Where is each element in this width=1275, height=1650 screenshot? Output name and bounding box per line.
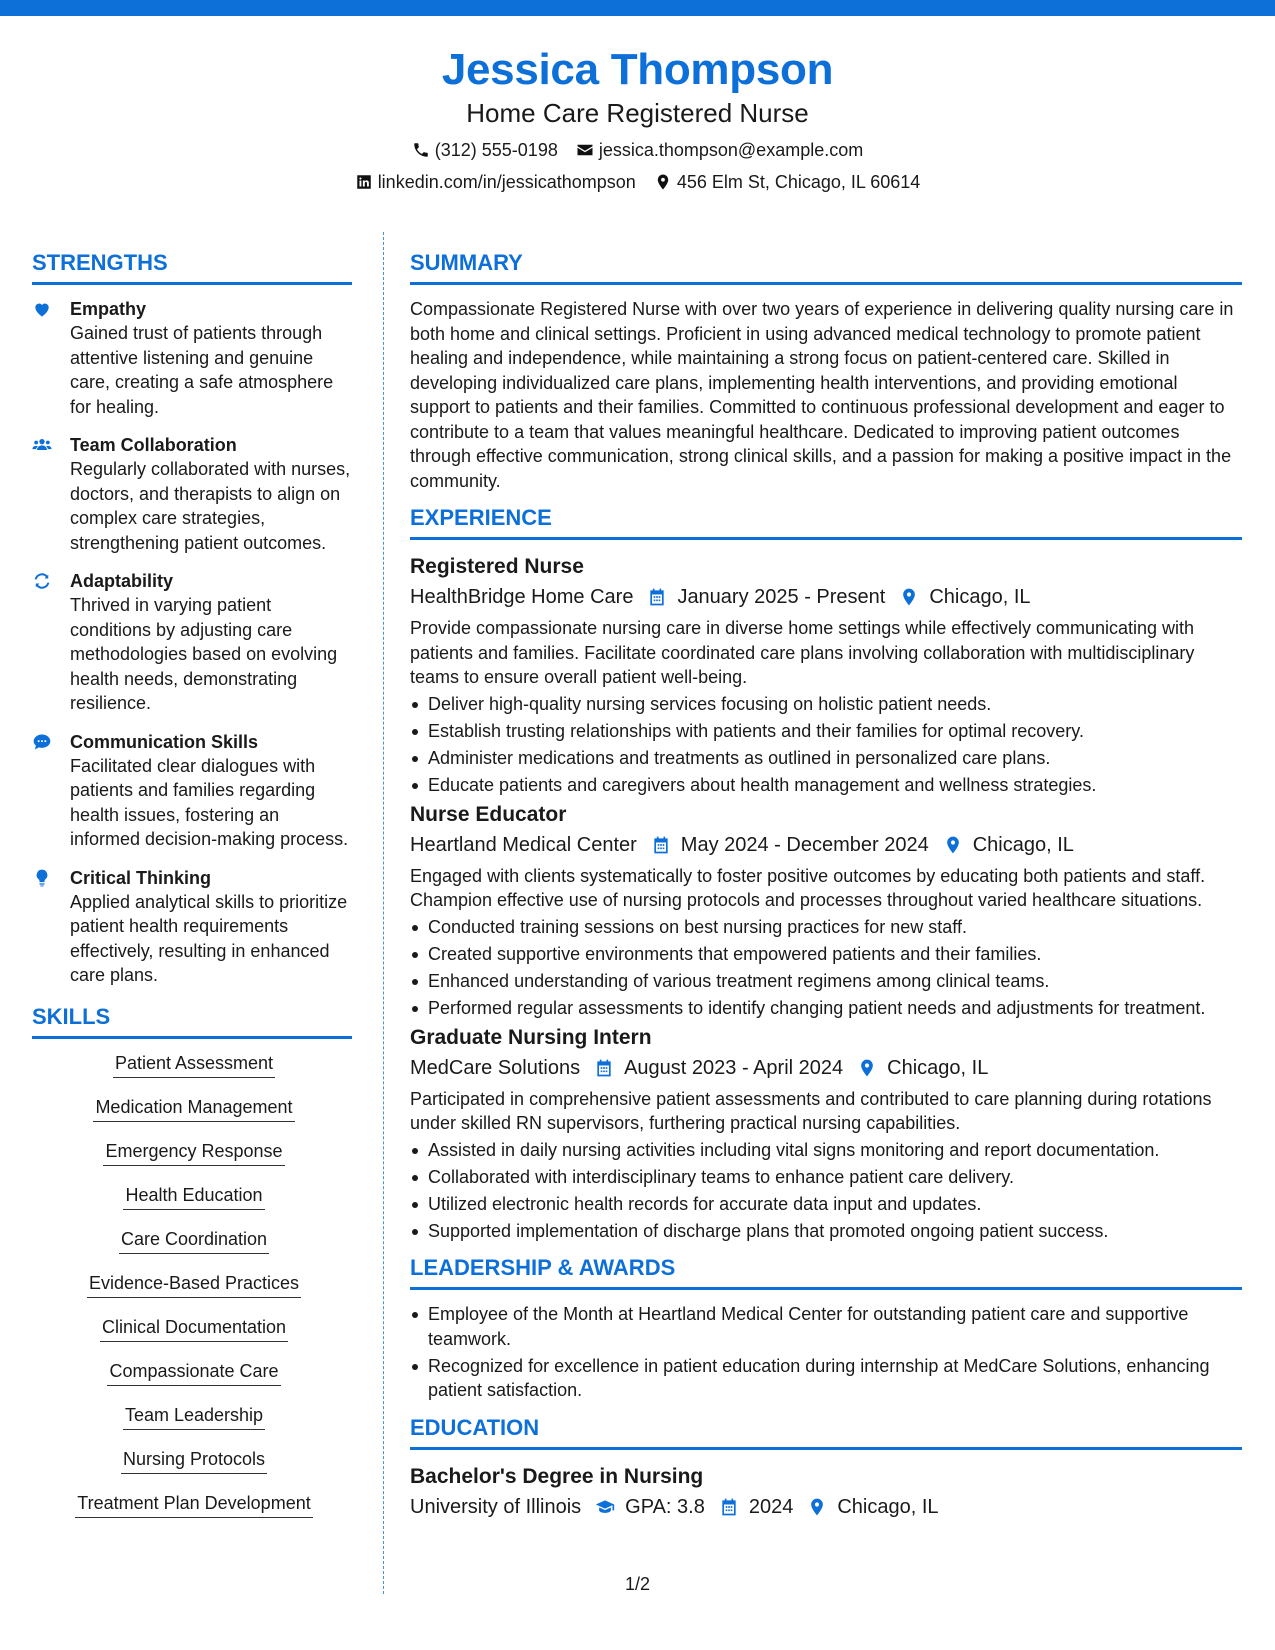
users-icon [32,435,52,455]
linkedin-icon [355,173,373,191]
summary-section [410,248,1242,493]
calendar-icon [594,1058,614,1078]
job-dates: January 2025 - Present [677,586,886,608]
list-item: Performed regular assessments to identify changing patient needs and adjustments for treatment. [410,996,1242,1021]
skill-tag: Team Leadership [123,1403,265,1430]
list-item: Employee of the Month at Heartland Medical Center for outstanding patient care and supportive teamwork. [410,1302,1242,1351]
job-title: Nurse Educator [410,802,567,826]
skill-tag: Evidence-Based Practices [87,1271,301,1298]
strength-desc: Facilitated clear dialogues with patients and families regarding health issues, fostering an informed decision-making process. [70,755,349,849]
resume-header [0,44,1275,194]
gpa-text: GPA: 3.8 [625,1495,705,1518]
page-number: 1/2 [624,1574,651,1594]
calendar-icon [719,1497,739,1517]
strength-item [32,297,352,419]
skills-heading: SKILLS [32,1002,352,1039]
job-dates: August 2023 - April 2024 [624,1056,844,1079]
strength-desc: Applied analytical skills to prioritize patient health requirements effectively, resulting in enhanced care plans. [70,891,348,985]
skills-list [32,1051,352,1535]
strength-desc: Thrived in varying patient conditions by adjusting care methodologies based on evolving health needs, demonstrating resilience. [70,595,338,713]
leadership-heading: LEADERSHIP & AWARDS [410,1253,1242,1290]
strength-desc: Regularly collaborated with nurses, doctors, and therapists to align on complex care strategies, strengthening patient outcomes. [70,459,351,553]
list-item: Enhanced understanding of various treatment regimens among clinical teams. [410,969,1242,994]
map-pin-icon [899,587,919,607]
list-item: Assisted in daily nursing activities including vital signs monitoring and report documentation. [410,1138,1242,1163]
strength-title: Adaptability [70,571,174,591]
contact-row-1 [0,138,1275,162]
envelope-icon [576,141,594,159]
strength-title: Empathy [70,299,147,319]
column-divider [383,232,384,1594]
education-location: Chicago, IL [837,1495,939,1518]
job-meta [410,1053,1242,1083]
phone-text: (312) 555-0198 [434,140,558,160]
phone-icon [412,141,430,159]
job-location: Chicago, IL [887,1056,989,1079]
list-item: Supported implementation of discharge plans that promoted ongoing patient success. [410,1219,1242,1244]
map-pin-icon [943,835,963,855]
strength-title: Communication Skills [70,731,259,752]
job-location: Chicago, IL [929,586,1031,608]
skill-tag: Care Coordination [119,1227,269,1254]
strength-item [32,433,352,555]
map-pin-icon [654,173,672,191]
list-item: Utilized electronic health records for accurate data input and updates. [410,1192,1242,1217]
skill-tag: Clinical Documentation [100,1315,288,1342]
skill-tag: Treatment Plan Development [75,1491,312,1518]
calendar-icon [647,587,667,607]
strength-item [32,866,352,988]
job-entry [410,800,1242,1021]
contact-phone [412,138,558,162]
right-column [410,248,1242,1532]
contact-linkedin[interactable] [355,170,636,194]
list-item: Collaborated with interdisciplinary teams to enhance patient care delivery. [410,1165,1242,1190]
strength-desc: Gained trust of patients through attentive listening and genuine care, creating a safe atmosphere for healing. [70,323,334,417]
job-title: Graduate Nursing Intern [410,1025,652,1049]
graduation-cap-icon [595,1497,615,1517]
contact-row-2 [0,170,1275,194]
job-bullets [410,1138,1242,1244]
job-description: Provide compassionate nursing care in diverse home settings while effectively communicating with patients and families. Facilitate coordinated care plans involving collaboration with multidisciplinary teams to ensure overall patient well-being. [410,618,1195,687]
skill-tag: Medication Management [93,1095,294,1122]
sync-icon [32,571,52,591]
left-column [32,248,352,1535]
heart-icon [32,299,52,319]
job-location: Chicago, IL [972,833,1074,856]
top-accent-bar [0,0,1275,16]
skill-tag: Nursing Protocols [121,1447,267,1474]
leadership-section [410,1253,1242,1403]
job-dates: May 2024 - December 2024 [680,833,929,856]
email-text[interactable]: jessica.thompson@example.com [598,140,864,160]
job-title: Registered Nurse [410,555,584,578]
education-section [410,1413,1242,1522]
summary-text: Compassionate Registered Nurse with over two years of experience in delivering quality nursing care in both home and clinical settings. Proficient in using advanced medical technology to promote patient healing and independence, while maintaining a strong focus on patient-centered care. Skilled in developing individualized care plans, implementing health interventions, and providing emotional support to patients and their families. Committed to continuous professional development and eager to contribute to a team that values meaningful healthcare. Dedicated to improving patient outcomes through effective communication, strong clinical skills, and a passion for making a positive impact in the community. [410,299,1234,491]
job-bullets [410,915,1242,1021]
job-description: Engaged with clients systematically to foster positive outcomes by educating both patients and staff. Champion effective use of nursing protocols and processes throughout varied healthcare situations. [410,865,1206,910]
degree-title: Bachelor's Degree in Nursing [410,1464,704,1488]
skill-tag: Compassionate Care [107,1359,280,1386]
job-meta [410,830,1242,860]
list-item: Administer medications and treatments as outlined in personalized care plans. [410,746,1242,771]
skill-tag: Emergency Response [103,1139,284,1166]
map-pin-icon [807,1497,827,1517]
contact-email[interactable] [576,138,863,162]
graduation-year: 2024 [748,1495,794,1518]
job-description: Participated in comprehensive patient assessments and contributed to care planning during rotations under skilled RN supervisors, furthering practical nursing capabilities. [410,1088,1212,1133]
summary-heading: SUMMARY [410,248,1242,285]
job-bullets [410,692,1242,798]
experience-section [410,503,1242,1243]
strength-item [32,730,352,852]
experience-heading: EXPERIENCE [410,503,1242,540]
strength-title: Team Collaboration [70,435,237,455]
list-item: Created supportive environments that empowered patients and their families. [410,942,1242,967]
list-item: Educate patients and caregivers about health management and wellness strategies. [410,773,1242,798]
education-heading: EDUCATION [410,1413,1242,1450]
list-item: Deliver high-quality nursing services focusing on holistic patient needs. [410,692,1242,717]
candidate-name: Jessica Thompson [441,45,834,94]
leadership-list [410,1302,1242,1403]
job-company: HealthBridge Home Care [410,586,634,608]
calendar-icon [651,835,671,855]
candidate-title: Home Care Registered Nurse [466,98,809,128]
strength-item [32,569,352,716]
job-meta [410,582,1242,612]
skill-tag: Patient Assessment [113,1051,275,1078]
list-item: Conducted training sessions on best nursing practices for new staff. [410,915,1242,940]
job-company: Heartland Medical Center [410,833,637,856]
skills-section [32,1002,352,1535]
strength-title: Critical Thinking [70,867,212,888]
linkedin-text[interactable]: linkedin.com/in/jessicathompson [377,172,636,192]
job-entry [410,1023,1242,1244]
map-pin-icon [857,1058,877,1078]
address-text: 456 Elm St, Chicago, IL 60614 [676,172,921,192]
list-item: Recognized for excellence in patient education during internship at MedCare Solutions, enhancing patient satisfaction. [410,1354,1242,1403]
skill-tag: Health Education [123,1183,264,1210]
school-name: University of Illinois [410,1495,582,1518]
job-entry [410,552,1242,797]
chat-icon [32,732,52,752]
contact-address [654,170,920,194]
job-company: MedCare Solutions [410,1056,581,1079]
strengths-heading: STRENGTHS [32,248,352,285]
education-meta [410,1492,1242,1522]
lightbulb-icon [32,868,52,888]
list-item: Establish trusting relationships with patients and their families for optimal recovery. [410,719,1242,744]
